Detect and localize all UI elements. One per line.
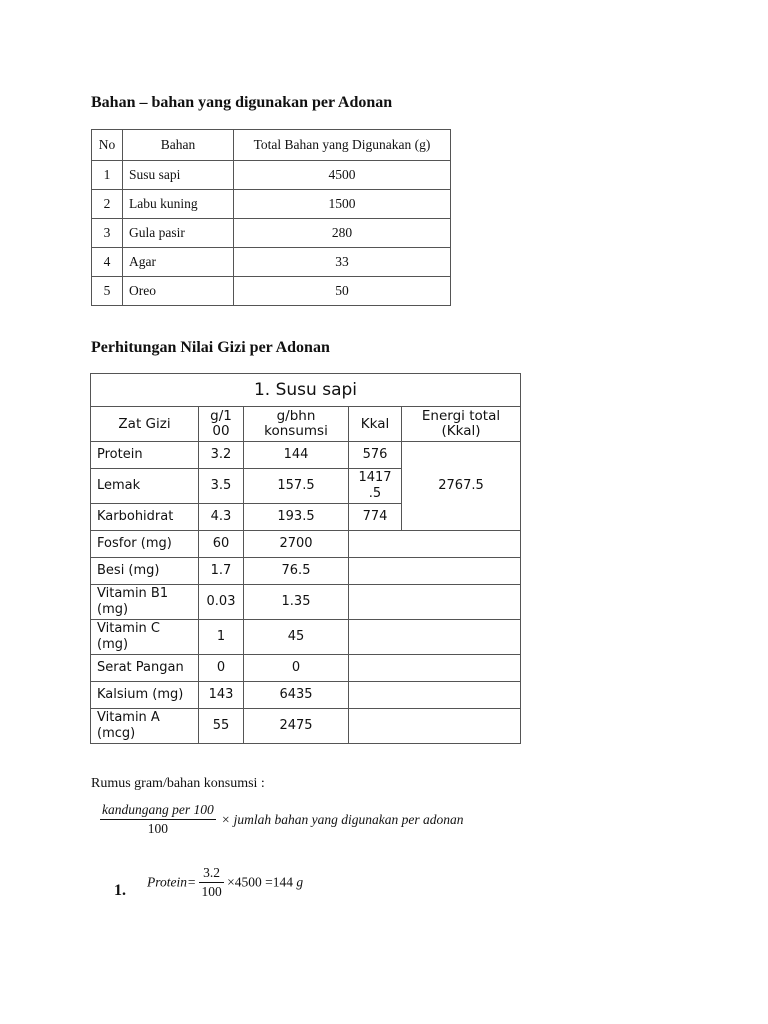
zat-line1: Vitamin A bbox=[97, 710, 160, 725]
example-denominator: 100 bbox=[201, 884, 222, 899]
cell-zat: Fosfor (mg) bbox=[91, 531, 199, 558]
cell-empty bbox=[349, 620, 521, 655]
table-row bbox=[91, 558, 521, 585]
col-header-energi bbox=[402, 407, 521, 442]
cell-energi-total: 2767.5 bbox=[402, 442, 521, 531]
zat-line1: Vitamin C bbox=[97, 621, 161, 636]
bahan-table bbox=[91, 129, 451, 306]
cell-bahan: Labu kuning bbox=[123, 190, 234, 219]
table-row bbox=[92, 248, 451, 277]
cell-zat bbox=[91, 709, 199, 744]
example-number: 1. bbox=[114, 882, 126, 899]
col-header-bahan: Bahan bbox=[123, 130, 234, 161]
cell-zat: Lemak bbox=[91, 469, 199, 504]
formula-numerator: kandungang per 100 bbox=[100, 801, 216, 820]
example-rest: ×4500 =144 bbox=[227, 874, 293, 890]
kkal-line2: .5 bbox=[368, 486, 382, 501]
cell-g100: 60 bbox=[199, 531, 244, 558]
cell-empty bbox=[349, 709, 521, 744]
table-row bbox=[91, 442, 521, 469]
cell-gbhn: 45 bbox=[244, 620, 349, 655]
zat-line2: (mg) bbox=[97, 637, 129, 652]
example-fraction bbox=[199, 864, 223, 901]
table-header-row bbox=[92, 130, 451, 161]
cell-g100: 1 bbox=[199, 620, 244, 655]
cell-total: 1500 bbox=[234, 190, 451, 219]
example-lhs: Protein= bbox=[147, 874, 197, 890]
cell-empty bbox=[349, 682, 521, 709]
cell-gbhn: 0 bbox=[244, 655, 349, 682]
cell-kkal: 576 bbox=[349, 442, 402, 469]
cell-zat: Serat Pangan bbox=[91, 655, 199, 682]
table-row bbox=[91, 655, 521, 682]
cell-gbhn: 1.35 bbox=[244, 585, 349, 620]
energi-line2: (Kkal) bbox=[441, 423, 481, 439]
g100-line1: g/1 bbox=[210, 408, 232, 424]
cell-empty bbox=[349, 531, 521, 558]
section-heading-perhitungan: Perhitungan Nilai Gizi per Adonan bbox=[91, 339, 330, 356]
col-header-no: No bbox=[92, 130, 123, 161]
gbhn-line2: konsumsi bbox=[264, 423, 328, 439]
example-numerator: 3.2 bbox=[199, 864, 223, 883]
col-header-g100 bbox=[199, 407, 244, 442]
zat-line1: Vitamin B1 bbox=[97, 586, 169, 601]
table-row bbox=[92, 190, 451, 219]
cell-empty bbox=[349, 558, 521, 585]
cell-gbhn: 2700 bbox=[244, 531, 349, 558]
table-row bbox=[91, 585, 521, 620]
table-row bbox=[92, 219, 451, 248]
cell-no: 3 bbox=[92, 219, 123, 248]
cell-total: 50 bbox=[234, 277, 451, 306]
table-row bbox=[91, 709, 521, 744]
table-title: 1. Susu sapi bbox=[91, 374, 521, 407]
cell-g100: 55 bbox=[199, 709, 244, 744]
table-row bbox=[92, 277, 451, 306]
g100-line2: 00 bbox=[212, 423, 230, 439]
cell-no: 1 bbox=[92, 161, 123, 190]
zat-line2: (mg) bbox=[97, 602, 129, 617]
cell-kkal bbox=[349, 469, 402, 504]
cell-total: 33 bbox=[234, 248, 451, 277]
cell-zat bbox=[91, 585, 199, 620]
gizi-table bbox=[90, 373, 521, 744]
table-row bbox=[91, 620, 521, 655]
cell-g100: 1.7 bbox=[199, 558, 244, 585]
formula-label: Rumus gram/bahan konsumsi : bbox=[91, 776, 265, 791]
example-unit: g bbox=[296, 874, 304, 890]
cell-zat: Kalsium (mg) bbox=[91, 682, 199, 709]
cell-g100: 3.2 bbox=[199, 442, 244, 469]
table-row bbox=[91, 531, 521, 558]
example-formula bbox=[147, 864, 303, 901]
table-title-row bbox=[91, 374, 521, 407]
cell-bahan: Agar bbox=[123, 248, 234, 277]
col-header-gbhn bbox=[244, 407, 349, 442]
cell-gbhn: 76.5 bbox=[244, 558, 349, 585]
col-header-kkal: Kkal bbox=[349, 407, 402, 442]
section-heading-bahan: Bahan – bahan yang digunakan per Adonan bbox=[91, 94, 393, 111]
table-row bbox=[91, 682, 521, 709]
zat-line2: (mcg) bbox=[97, 726, 136, 741]
cell-bahan: Susu sapi bbox=[123, 161, 234, 190]
table-row bbox=[92, 161, 451, 190]
general-formula bbox=[100, 801, 463, 838]
cell-g100: 4.3 bbox=[199, 504, 244, 531]
formula-denominator: 100 bbox=[147, 821, 168, 836]
cell-empty bbox=[349, 585, 521, 620]
cell-bahan: Oreo bbox=[123, 277, 234, 306]
cell-g100: 0.03 bbox=[199, 585, 244, 620]
cell-no: 4 bbox=[92, 248, 123, 277]
cell-zat bbox=[91, 620, 199, 655]
cell-bahan: Gula pasir bbox=[123, 219, 234, 248]
cell-g100: 3.5 bbox=[199, 469, 244, 504]
kkal-line1: 1417 bbox=[358, 470, 392, 485]
table-header-row bbox=[91, 407, 521, 442]
cell-no: 2 bbox=[92, 190, 123, 219]
cell-gbhn: 2475 bbox=[244, 709, 349, 744]
cell-total: 280 bbox=[234, 219, 451, 248]
col-header-zat: Zat Gizi bbox=[91, 407, 199, 442]
cell-empty bbox=[349, 655, 521, 682]
gbhn-line1: g/bhn bbox=[276, 408, 316, 424]
cell-zat: Besi (mg) bbox=[91, 558, 199, 585]
cell-total: 4500 bbox=[234, 161, 451, 190]
cell-g100: 143 bbox=[199, 682, 244, 709]
cell-gbhn: 6435 bbox=[244, 682, 349, 709]
energi-line1: Energi total bbox=[421, 408, 501, 424]
cell-gbhn: 193.5 bbox=[244, 504, 349, 531]
cell-gbhn: 157.5 bbox=[244, 469, 349, 504]
col-header-total: Total Bahan yang Digunakan (g) bbox=[234, 130, 451, 161]
cell-zat: Protein bbox=[91, 442, 199, 469]
formula-fraction bbox=[100, 801, 216, 838]
cell-g100: 0 bbox=[199, 655, 244, 682]
cell-kkal: 774 bbox=[349, 504, 402, 531]
cell-gbhn: 144 bbox=[244, 442, 349, 469]
cell-zat: Karbohidrat bbox=[91, 504, 199, 531]
formula-rest: × jumlah bahan yang digunakan per adonan bbox=[221, 811, 464, 827]
cell-no: 5 bbox=[92, 277, 123, 306]
